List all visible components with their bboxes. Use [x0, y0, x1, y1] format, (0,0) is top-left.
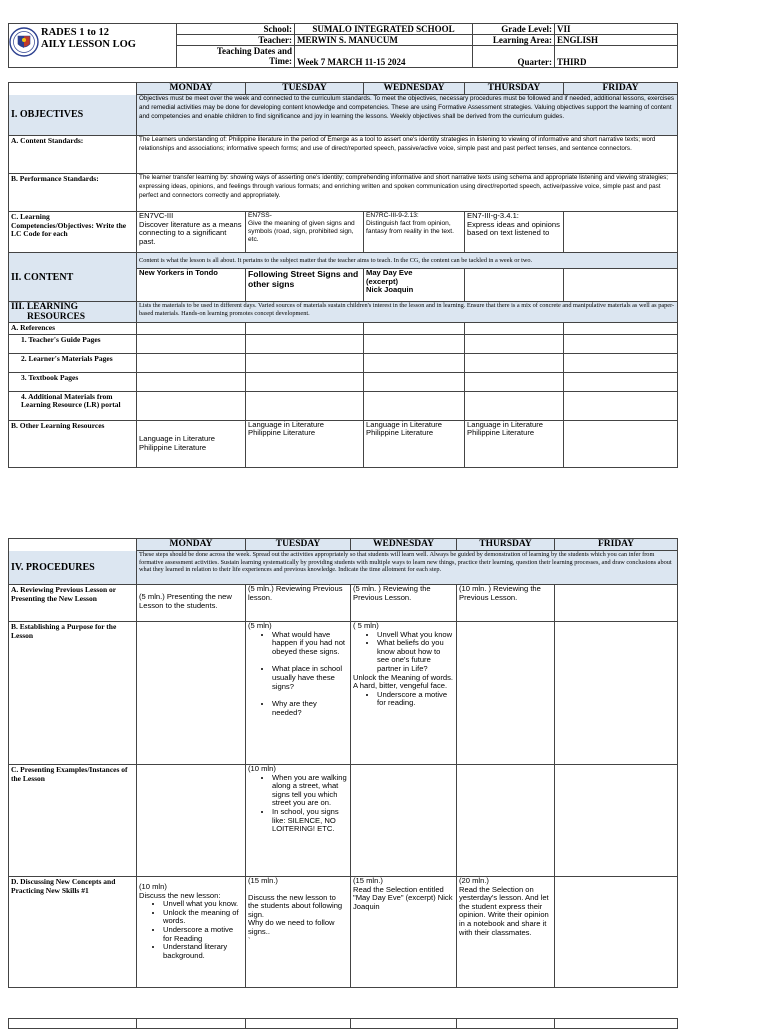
other-resources-monday: [137, 420, 246, 467]
content-friday: [564, 269, 678, 302]
procedure-a-tuesday: (5 mln.) Reviewing Previous lesson.: [246, 585, 351, 622]
competency-text: Give the meaning of given signs and symbols (road, sign, prohibited sign, etc.: [248, 220, 355, 243]
list-item: • What would have happen if you had not obeyed these signs.: [272, 631, 348, 657]
header-table: [8, 23, 678, 68]
procedure-a-thursday: (10 mln. ) Reviewing the Previous Lesson.: [457, 585, 555, 622]
teacher-label: Teacher:: [177, 35, 295, 46]
grade-level-label: Grade Level:: [473, 24, 555, 35]
day-header-thursday: THURSDAY: [457, 539, 555, 551]
resource-line: Language in Literature: [139, 433, 215, 443]
lesson-plan-table-1: [8, 82, 678, 468]
content-monday: New Yorkers in Tondo: [137, 269, 246, 302]
resources-heading: [9, 302, 137, 323]
resource-line: Philippine Literature: [366, 428, 434, 438]
list-item: • What beliefs do you know about how to see one's future partner in Life?: [377, 639, 454, 673]
procedure-a-wednesday: (5 mln. ) Reviewing the Previous Lesson.: [351, 585, 457, 622]
procedure-b-monday: [137, 622, 246, 765]
list-item: • What place in school usually have these signs?: [272, 665, 348, 691]
procedures-heading: IV. PROCEDURES: [9, 551, 137, 585]
school-value: SUMALO INTEGRATED SCHOOL: [295, 24, 473, 35]
procedure-c-label: C. Presenting Examples/Instances of the Lesson: [9, 765, 137, 877]
day-header-monday: MONDAY: [137, 83, 246, 95]
day-header-tuesday: TUESDAY: [246, 83, 364, 95]
content-standards-text: The Learners understanding of: Philippine literature in the period of Emerge as a tool to assert one's identity strategies in listening to viewing of informative and short narrative texts; word relationships and associations; informative speech forms; and use of direct/reported speech, passive/active voice, simple past and past perfect tenses, and sentence connectors.: [137, 136, 678, 174]
content-standards-label: A. Content Standards:: [9, 136, 137, 174]
teaching-time-label: Time:: [269, 56, 292, 66]
competency-thursday: [465, 212, 564, 253]
teacher-value: MERWIN S. MANUCUM: [295, 35, 473, 46]
competencies-label: C. Learning Competencies/Objectives: Write the LC Code for each: [9, 212, 137, 253]
resources-heading-line2: RESOURCES: [27, 312, 86, 322]
day-header-tuesday: TUESDAY: [246, 539, 351, 551]
procedure-c-tuesday-time: (10 mln): [248, 764, 276, 773]
content-wednesday-sub: (excerpt): [366, 276, 399, 286]
list-item: • Unvell What you know: [377, 631, 454, 640]
procedure-d-friday: [555, 877, 678, 988]
unlock-words-text: Unlock the Meaning of words.: [353, 672, 454, 682]
performance-standards-text: The learner transfer learning by: showing ways of asserting one's identity; comprehending informative and short narrative texts using schema and appropriate listening and viewing strategies; expressing ideas, opinions, and feelings through various formats; and enriching written and spoken communication using direct/reported speech, active/passive voice, simple past and past perfect and connectors correctly and appropriately.: [137, 174, 678, 212]
school-label: School:: [177, 24, 295, 35]
references-label: A. References: [9, 323, 137, 335]
competency-code: EN7-III-g-3.4.1:: [467, 211, 519, 220]
list-item: • Understand literary background.: [163, 943, 243, 960]
day-header-monday: MONDAY: [137, 539, 246, 551]
competency-tuesday: [246, 212, 364, 253]
procedure-c-friday: [555, 765, 678, 877]
textbook-pages-label: 3. Textbook Pages: [9, 372, 137, 391]
day-header-friday: FRIDAY: [555, 539, 678, 551]
other-resources-friday: [564, 420, 678, 467]
procedure-a-label: A. Reviewing Previous Lesson or Presenting the New Lesson: [9, 585, 137, 622]
procedure-d-wednesday: [351, 877, 457, 988]
day-header-friday: FRIDAY: [564, 83, 678, 95]
other-resources-wednesday: [364, 420, 465, 467]
resources-note: Lists the materials to be used in different days. Varied sources of materials sustain children's interest in the lesson and in learning. Ensure that there is a mix of concrete and manipulative materials as well as paper-based materials. Hands-on learning promotes concept development.: [137, 302, 678, 323]
form-title-line1: RADES 1 to 12: [41, 27, 109, 38]
procedure-d-tuesday-text1: Discuss the new lesson to the students about following sign.: [248, 892, 343, 919]
other-resources-tuesday: [246, 420, 364, 467]
procedure-d-thursday-time: (20 mln.): [459, 876, 489, 885]
content-thursday: [465, 269, 564, 302]
content-wednesday-title: May Day Eve: [366, 268, 413, 277]
competency-code: EN7VC-III: [139, 211, 174, 220]
grade-level-value: VII: [555, 24, 678, 35]
procedure-b-wednesday: [351, 622, 457, 765]
resource-line: Philippine Literature: [248, 428, 316, 438]
list-item: • Underscore a motive for Reading: [163, 926, 243, 943]
list-item: • Why are they needed?: [272, 700, 348, 717]
procedure-b-tuesday: [246, 622, 351, 765]
other-resources-label: B. Other Learning Resources: [9, 420, 137, 467]
list-item: • When you are walking along a street, what signs tell you which street you are on.: [272, 774, 348, 808]
procedure-c-wednesday: [351, 765, 457, 877]
performance-standards-label: B. Performance Standards:: [9, 174, 137, 212]
competency-code: EN7SS-: [248, 212, 272, 219]
day-header-wednesday: WEDNESDAY: [351, 539, 457, 551]
day-header-wednesday: WEDNESDAY: [364, 83, 465, 95]
learning-area-value: ENGLISH: [555, 35, 678, 46]
procedure-d-tuesday-time: (15 mln.): [248, 876, 278, 885]
procedure-c-tuesday: [246, 765, 351, 877]
learning-area-label: Learning Area:: [473, 35, 555, 46]
teaching-dates-label: Teaching Dates and: [216, 46, 292, 56]
list-item: • Underscore a motive for reading.: [377, 691, 454, 708]
procedure-d-tuesday-text2: Why do we need to follow signs..: [248, 918, 335, 936]
competency-monday: [137, 212, 246, 253]
day-header-thursday: THURSDAY: [465, 83, 564, 95]
teachers-guide-label: 1. Teacher's Guide Pages: [9, 334, 137, 353]
procedure-d-thursday-text: Read the Selection on yesterday's lesson. And let the student express their opinion. Write their opinion in a notebook and share it with their classmates.: [459, 884, 549, 937]
procedure-d-tuesday: [246, 877, 351, 988]
procedure-d-monday: [137, 877, 246, 988]
list-item: • Unlock the meaning of words.: [163, 909, 243, 926]
content-heading: II. CONTENT: [9, 253, 137, 302]
resource-line: Language in Literature: [248, 420, 324, 429]
procedure-d-wednesday-text: Read the Selection entitled "May Day Eve" (excerpt) Nick Joaquin: [353, 884, 453, 911]
procedure-d-wednesday-time: (15 mln.): [353, 876, 383, 885]
procedure-c-monday: [137, 765, 246, 877]
resource-line: Language in Literature: [366, 420, 442, 429]
other-resources-thursday: [465, 420, 564, 467]
content-note: Content is what the lesson is all about. It pertains to the subject matter that the teacher aims to teach. In the CG, the content can be tackled in a week or two.: [137, 253, 678, 269]
list-item: • In school, you signs like: SILENCE, NO LOITERING! ETC.: [272, 808, 348, 834]
content-wednesday-author: Nick Joaquin: [366, 285, 414, 295]
content-wednesday: [364, 269, 465, 302]
procedure-a-monday: (5 mln.) Presenting the new Lesson to the students.: [137, 585, 246, 622]
procedure-b-friday: [555, 622, 678, 765]
list-item: • Unvell what you know.: [163, 900, 243, 909]
procedure-b-thursday: [457, 622, 555, 765]
procedure-d-thursday: [457, 877, 555, 988]
resource-line: Philippine Literature: [467, 428, 535, 438]
content-tuesday: Following Street Signs and other signs: [246, 269, 364, 302]
procedure-a-friday: [555, 585, 678, 622]
quarter-value: THIRD: [555, 46, 678, 68]
procedure-d-monday-text: Discuss the new lesson:: [139, 890, 221, 900]
competency-text: Discover literature as a means connecting to a significant past.: [139, 219, 242, 246]
procedure-b-wednesday-time: ( 5 mln): [353, 621, 379, 630]
learners-materials-label: 2. Learner's Materials Pages: [9, 353, 137, 372]
example-text: A hard, bitter, vengeful face.: [353, 681, 448, 691]
procedure-d-tuesday-text3: `: [248, 935, 251, 945]
competency-wednesday: [364, 212, 465, 253]
competency-text: Distinguish fact from opinion, fantasy from reality in the text.: [366, 220, 454, 235]
quarter-label: Quarter:: [473, 46, 555, 68]
resources-heading-line1: III. LEARNING: [11, 302, 79, 312]
competency-text: Express ideas and opinions based on text listened to: [467, 219, 560, 238]
procedure-d-monday-time: (10 mln): [139, 882, 167, 891]
procedure-c-thursday: [457, 765, 555, 877]
form-title-line2: AILY LESSON LOG: [41, 39, 136, 50]
procedures-note: These steps should be done across the week. Spread out the activities appropriately so that students will learn well. Always be guided by demonstration of learning by the students which you can infer from formative assessment activities. Sustain learning systematically by providing students with multiple ways to learn new things, practice their learning, question their learning processes, and draw conclusions about what they learned in relation to their life experiences and previous knowledge. Indicate the time allotment for each step.: [137, 551, 678, 585]
objectives-heading: I. OBJECTIVES: [9, 95, 137, 136]
procedure-d-label: D. Discussing New Concepts and Practicing New Skills #1: [9, 877, 137, 988]
teaching-dates-value: Week 7 MARCH 11-15 2024: [295, 46, 473, 68]
procedure-b-tuesday-time: (5 mln): [248, 621, 272, 630]
resource-line: Philippine Literature: [139, 442, 207, 452]
lesson-plan-table-2: [8, 538, 678, 988]
additional-materials-label: 4. Additional Materials from Learning Resource (LR) portal: [9, 391, 137, 420]
competency-code: EN7RC-III-9-2.13:: [366, 212, 419, 219]
objectives-note: Objectives must be meet over the week and connected to the curriculum standards. To meet the objectives, necessary procedures must be followed and if needed, additional lessons, exercises and remedial activities may be done for developing content knowledge and competencies. These are using Formative Assessment strategies. Valuing objectives support the learning of content and competencies and enable children to find significance and joy in learning the lessons. Weekly objectives shall be derived from the curriculum guides.: [137, 95, 678, 136]
resource-line: Language in Literature: [467, 420, 543, 429]
competency-friday: [564, 212, 678, 253]
procedure-b-label: B. Establishing a Purpose for the Lesson: [9, 622, 137, 765]
